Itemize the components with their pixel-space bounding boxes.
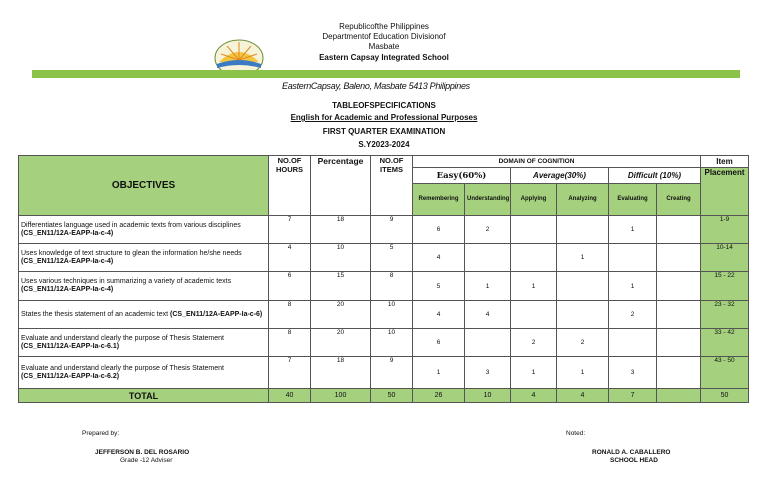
analyzing-cell — [557, 301, 609, 329]
header-placement: Placement — [701, 168, 749, 216]
header-objectives: OBJECTIVES — [19, 156, 269, 216]
header-school-name: Eastern Capsay Integrated School — [319, 53, 449, 62]
preparer-name: JEFFERSON B. DEL ROSARIO — [95, 449, 190, 456]
remembering-cell: 6 — [413, 329, 465, 357]
analyzing-cell: 2 — [557, 329, 609, 357]
objective-code: (CS_EN11/12A-EAPP-Ia-c-4) — [21, 286, 114, 293]
table-of-specifications — [18, 155, 749, 403]
hours-cell: 6 — [269, 272, 311, 301]
table-row — [19, 216, 749, 244]
placement-cell: 23 - 32 — [701, 301, 749, 329]
creating-cell — [657, 244, 701, 272]
objective-cell — [19, 272, 269, 301]
objective-text: Uses various techniques in summarizing a variety of academic texts — [21, 278, 232, 285]
applying-cell: 1 — [511, 357, 557, 389]
placement-cell: 33 - 42 — [701, 329, 749, 357]
items-cell: 8 — [371, 272, 413, 301]
header-difficult: Difficult (10%) — [609, 168, 701, 184]
doc-subject-text: English for Academic and Professional Purposes — [290, 113, 478, 122]
noted-label: Noted: — [566, 430, 586, 437]
total-hours: 40 — [269, 389, 311, 403]
objective-code: (CS_EN11/12A-EAPP-Ia-c-4) — [21, 229, 114, 237]
items-cell: 10 — [371, 329, 413, 357]
analyzing-cell: 1 — [557, 357, 609, 389]
evaluating-cell: 1 — [609, 216, 657, 244]
items-cell: 9 — [371, 357, 413, 389]
noter-name: RONALD A. CABALLERO — [592, 449, 671, 456]
objective-text: States the thesis statement of an academic text — [21, 310, 169, 318]
evaluating-cell: 3 — [609, 357, 657, 389]
total-remembering: 26 — [413, 389, 465, 403]
total-applying: 4 — [511, 389, 557, 403]
address-rest: Capsay, Baleno, Masbate 5413 Philippines — [310, 81, 470, 91]
analyzing-cell — [557, 272, 609, 301]
header-department: Departmentof Education Divisionof — [322, 32, 446, 41]
hours-cell: 8 — [269, 329, 311, 357]
applying-cell — [511, 216, 557, 244]
objective-text: Differentiates language used in academic texts from various disciplines — [21, 221, 241, 229]
creating-cell — [657, 357, 701, 389]
total-items: 50 — [371, 389, 413, 403]
evaluating-cell — [609, 329, 657, 357]
hours-cell: 8 — [269, 301, 311, 329]
objective-cell — [19, 244, 269, 272]
understanding-cell — [465, 329, 511, 357]
applying-cell: 1 — [511, 272, 557, 301]
doc-school-year: S.Y2023-2024 — [358, 140, 410, 149]
objective-cell — [19, 357, 269, 389]
hours-cell: 7 — [269, 357, 311, 389]
placement-cell: 43 - 50 — [701, 357, 749, 389]
applying-cell — [511, 301, 557, 329]
placement-cell: 15 - 22 — [701, 272, 749, 301]
hours-cell: 7 — [269, 216, 311, 244]
total-label: TOTAL — [19, 389, 269, 403]
header-evaluating: Evaluating — [609, 184, 657, 216]
percentage-cell: 20 — [311, 301, 371, 329]
evaluating-cell: 1 — [609, 272, 657, 301]
preparer-role: Grade -12 Adviser — [120, 457, 173, 464]
objective-code: (CS_EN11/12A-EAPP-Ia-c-6) — [170, 310, 263, 318]
analyzing-cell: 1 — [557, 244, 609, 272]
remembering-cell: 5 — [413, 272, 465, 301]
understanding-cell: 3 — [465, 357, 511, 389]
items-cell: 10 — [371, 301, 413, 329]
remembering-cell: 1 — [413, 357, 465, 389]
percentage-cell: 20 — [311, 329, 371, 357]
table-row — [19, 244, 749, 272]
hours-cell: 4 — [269, 244, 311, 272]
header-division: Masbate — [368, 42, 400, 51]
understanding-cell: 1 — [465, 272, 511, 301]
items-cell: 5 — [371, 244, 413, 272]
header-percentage: Percentage — [311, 156, 371, 216]
objective-text: Evaluate and understand clearly the purpose of Thesis Statement — [21, 334, 224, 342]
table-row — [19, 329, 749, 357]
total-analyzing: 4 — [557, 389, 609, 403]
remembering-cell: 4 — [413, 301, 465, 329]
total-understanding: 10 — [465, 389, 511, 403]
remembering-cell: 4 — [413, 244, 465, 272]
objective-code: (CS_EN11/12A-EAPP-Ia-c-6.1) — [21, 342, 120, 350]
total-placement: 50 — [701, 389, 749, 403]
prepared-by-label: Prepared by: — [82, 430, 120, 437]
doc-subject — [0, 113, 768, 123]
creating-cell — [657, 329, 701, 357]
understanding-cell: 4 — [465, 301, 511, 329]
table-row — [19, 301, 749, 329]
total-percentage: 100 — [311, 389, 371, 403]
evaluating-cell — [609, 244, 657, 272]
placement-cell: 10-14 — [701, 244, 749, 272]
header-analyzing: Analyzing — [557, 184, 609, 216]
address-prefix: Eastern — [282, 81, 311, 91]
percentage-cell: 18 — [311, 357, 371, 389]
doc-exam: FIRST QUARTER EXAMINATION — [322, 127, 446, 136]
header-applying: Applying — [511, 184, 557, 216]
objective-cell — [19, 216, 269, 244]
applying-cell: 2 — [511, 329, 557, 357]
header-items: NO.OF ITEMS — [371, 156, 413, 216]
placement-cell: 1-9 — [701, 216, 749, 244]
header-creating: Creating — [657, 184, 701, 216]
analyzing-cell — [557, 216, 609, 244]
header-remembering: Remembering — [413, 184, 465, 216]
header-domain: DOMAIN OF COGNITION — [465, 156, 609, 168]
header-address — [282, 81, 470, 91]
understanding-cell — [465, 244, 511, 272]
total-evaluating: 7 — [609, 389, 657, 403]
understanding-cell: 2 — [465, 216, 511, 244]
applying-cell — [511, 244, 557, 272]
header-understanding: Understanding — [465, 184, 511, 216]
table-row — [19, 357, 749, 389]
header-average: Average(30%) — [511, 168, 609, 184]
creating-cell — [657, 216, 701, 244]
table-row — [19, 272, 749, 301]
noter-role: SCHOOL HEAD — [610, 457, 658, 464]
evaluating-cell: 2 — [609, 301, 657, 329]
objective-code: (CS_EN11/12A-EAPP-Ia-c-6.2) — [21, 372, 120, 380]
header-republic: Republicofthe Philippines — [339, 22, 429, 31]
percentage-cell: 10 — [311, 244, 371, 272]
header-easy: Easy(60%) — [413, 168, 511, 184]
objective-cell — [19, 329, 269, 357]
header-hours: NO.OF HOURS — [269, 156, 311, 216]
creating-cell — [657, 301, 701, 329]
total-row — [19, 389, 749, 403]
objective-cell — [19, 301, 269, 329]
objective-text: Evaluate and understand clearly the purpose of Thesis Statement — [21, 364, 224, 372]
items-cell: 9 — [371, 216, 413, 244]
total-creating — [657, 389, 701, 403]
header-divider-bar — [32, 70, 740, 78]
header-item-top: Item — [701, 156, 749, 168]
percentage-cell: 15 — [311, 272, 371, 301]
doc-title: TABLEOFSPECIFICATIONS — [332, 101, 436, 110]
creating-cell — [657, 272, 701, 301]
percentage-cell: 18 — [311, 216, 371, 244]
remembering-cell: 6 — [413, 216, 465, 244]
objective-code: (CS_EN11/12A-EAPP-Ia-c-4) — [21, 257, 114, 265]
objective-text: Uses knowledge of text structure to glean the information he/she needs — [21, 249, 242, 257]
